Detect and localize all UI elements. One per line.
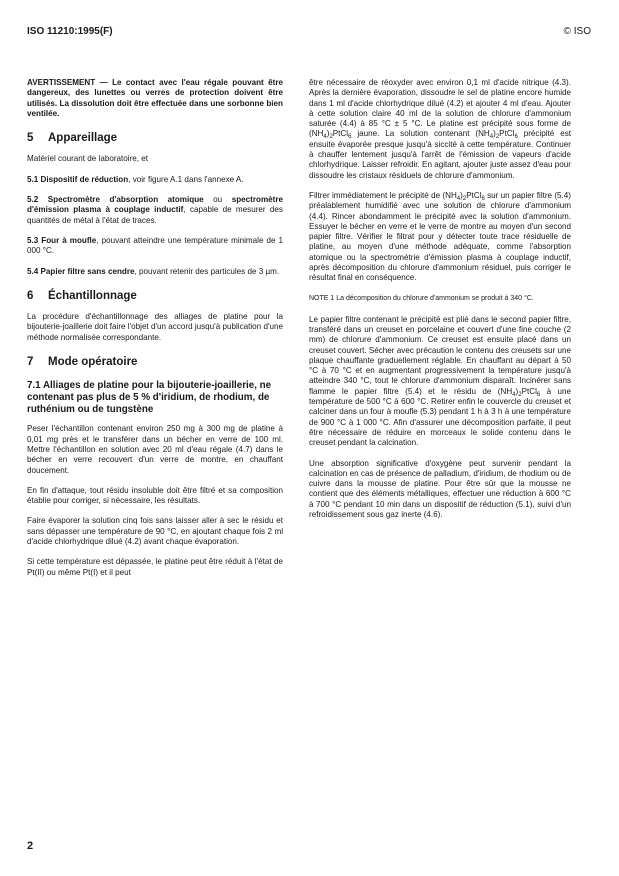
- section-5-number: 5: [27, 132, 34, 145]
- p7-text-a: Le papier filtre contenant le précipité est plié dans le second papier filtre, transféré dans un creuset en porcelaine et couvert d'une fine couche (2 mm) de chlorure d'ammonium. Ce creuset est ensuite placé dans un creuset couvert. Sécher avec précaution le contenu des creusets sur une plaque chauffante graduellement réglable. En chauffant au départ à 50 °C à 70 °C et en augmentant progressivement la température jusqu'à atteindre 340 °C, tout le chlorure d'ammonium disparaît. Incinérer sans flamme le papier filtre (5.4) et le résidu de (NH: [309, 314, 571, 396]
- page-number: 2: [27, 840, 34, 852]
- procedure-paragraph-2: En fin d'attaque, tout résidu insoluble doit être filtré et sa composition établie pour corriger, si nécessaire, les résultats.: [27, 485, 283, 506]
- clause-5-4: [27, 267, 283, 277]
- sub-6: 6: [536, 391, 541, 398]
- section-6-number: 6: [27, 289, 34, 302]
- sub-4: 4: [489, 134, 494, 141]
- sub-4: 4: [512, 391, 516, 398]
- clause-5-2-term-2: spectromètre d'émission plasma à couplage inductif: [27, 195, 283, 215]
- sub-2: 2: [462, 195, 467, 202]
- p6-text-a: Filtrer immédiatement le précipité de (NH: [309, 190, 457, 200]
- section-7-heading: [27, 357, 283, 367]
- section-5-title: Appareillage: [48, 132, 118, 145]
- clause-5-4-text: , pouvant retenir des particules de 3 µm.: [134, 266, 280, 276]
- section-5-intro: Matériel courant de laboratoire, et: [27, 154, 149, 164]
- procedure-paragraph-3: Faire évaporer la solution cinq fois sans laisser aller à sec le résidu et sans dépasser une température de 90 °C, en ajoutant chaque fois 2 ml d'acide chlorhydrique dilué (4.2) avant chaque évaporation.: [27, 516, 283, 547]
- procedure-paragraph-4: Si cette température est dépassée, le platine peut être réduit à l'état de Pt(II) ou même Pt(I) et il peut: [27, 557, 283, 577]
- clause-5-4-term: 5.4 Papier filtre sans cendre: [27, 266, 135, 276]
- p6-text-c: PtCl: [466, 190, 482, 200]
- sub-2: 2: [495, 134, 500, 141]
- left-column: [27, 78, 283, 588]
- procedure-paragraph-5: [309, 78, 571, 181]
- section-6-title: Échantillonnage: [48, 289, 137, 302]
- p7-text-d: à une température de 500 °C à 600 °C. Retirer enfin le couvercle du creuset et calciner dans un four à moufle (5.3) pendant 1 h à 3 h à une température de 900 °C à 1 000 °C. Afin d'assurer une décomposition parfaite, il peut être nécessaire de réduire en morceaux le solide contenu dans le creuset pendant la calcination.: [309, 386, 571, 448]
- p5-text-f: PtCl: [499, 129, 515, 139]
- note-1: NOTE 1 La décomposition du chlorure d'ammonium se produit à 340 °C.: [309, 294, 534, 302]
- p7-text-b: ): [515, 386, 519, 396]
- p5-text-e: ): [493, 129, 496, 139]
- p5-text-c: PtCl: [332, 129, 349, 139]
- procedure-paragraph-6: [309, 191, 571, 284]
- p5-text-d: jaune. La solution contenant (NH: [351, 129, 490, 139]
- sub-2: 2: [329, 134, 333, 141]
- section-7-title: Mode opératoire: [48, 356, 138, 369]
- p6-text-d: sur un papier filtre (5.4) préalablement humidifié avec une solution de chlorure d'ammonium (4.4). Rincer abondamment le précipité avec la solution d'ammonium. Essuyer le bécher en verre et le verre de montre au moyen d'un second papier filtre. Vérifier le filtrat pour y détecter toute trace résiduelle de platine, au moyen d'une méthode adéquate, comme l'absorption atomique ou la spectrométrie d'émission plasma à couplage inductif, après décomposition du chlorure d'ammonium résiduel, puis corriger le résultat final en conséquence.: [309, 190, 571, 283]
- clause-5-2-connector: ou: [203, 195, 232, 205]
- warning-paragraph: AVERTISSEMENT — Le contact avec l'eau régale pouvant être dangereux, des lunettes ou verres de protection doivent être utilisés. La dissolution doit être effectuée dans une sorbonne bien ventilée.: [27, 78, 283, 118]
- clause-5-2-text: , capable de mesurer des quantités de métal à l'état de traces.: [27, 205, 283, 225]
- standard-reference: ISO 11210:1995(F): [27, 26, 113, 37]
- section-5-heading: [27, 133, 283, 143]
- procedure-paragraph-7: [309, 315, 571, 449]
- clause-5-3: [27, 236, 283, 257]
- sub-6: 6: [514, 134, 518, 141]
- section-6-text: La procédure d'échantillonnage des alliages de platine pour la bijouterie-joaillerie doit faire l'objet d'un accord jusqu'à publication d'une méthode normalisée correspondante.: [27, 312, 283, 342]
- p6-text-b: ): [460, 190, 463, 200]
- copyright-mark: © ISO: [563, 26, 591, 37]
- procedure-paragraph-1: Peser l'échantillon contenant environ 250 mg à 300 mg de platine à 0,01 mg près et le transférer dans un bécher en verre de 100 ml. Mettre l'échantillon en solution avec 20 ml d'eau régale (4.7) dans le bécher en verre recouvert d'un verre de montre, en chauffant doucement.: [27, 424, 283, 475]
- clause-5-1-term: 5.1 Dispositif de réduction: [27, 174, 129, 184]
- p5-text-a: être nécessaire de réoxyder avec environ 0,1 ml d'acide nitrique (4.3). Après la dernière évaporation, dissoudre le sel de platine encore humide dans 1 ml d'acide chlorhydrique dilué (4.2) et ajouter 4 ml d'eau. Ajouter à cette solution claire 40 ml de la solution de chlorure d'ammonium saturée (4.4) à 85 °C ± 5 °C. Le platine est précipité sous forme de (NH: [309, 78, 571, 139]
- sub-2: 2: [518, 391, 522, 398]
- p5-text-g: précipité est ensuite évaporée presque jusqu'à siccité à cette température. Continuer à chauffer lentement jusqu'à l'arrêt de l'émission de vapeurs d'acide chlorhydrique. Laisser refroidir. En agitant, ajouter juste assez d'eau pour dissoudre les cristaux résiduels de chlorure d'ammonium.: [309, 129, 571, 180]
- clause-5-2-term: 5.2 Spectromètre d'absorption atomique: [27, 195, 204, 205]
- section-7-number: 7: [27, 356, 34, 369]
- procedure-paragraph-8: Une absorption significative d'oxygène peut survenir pendant la calcination en cas de présence de palladium, d'iridium, de rhodium ou de cuivre dans la mousse de platine. Pour être sûr que la mousse ne contient que des éléments métalliques, effectuer une réduction à 600 °C à 700 °C pendant 10 min dans un dispositif de réduction (5.1), suivi d'un refroidissement sous gaz inerte (4.6).: [309, 458, 571, 519]
- clause-5-3-term: 5.3 Four à moufle: [27, 235, 97, 245]
- sub-6: 6: [481, 195, 485, 202]
- clause-5-1: [27, 175, 283, 185]
- clause-5-3-text: , pouvant atteindre une température minimale de 1 000 °C.: [27, 235, 283, 256]
- p7-text-c: PtCl: [521, 386, 537, 396]
- clause-5-2: [27, 195, 283, 226]
- sub-6: 6: [348, 134, 352, 141]
- p5-text-b: ): [326, 129, 330, 139]
- clause-5-1-text: , voir figure A.1 dans l'annexe A.: [128, 174, 244, 184]
- right-column: [309, 78, 571, 530]
- sub-4: 4: [456, 195, 461, 202]
- sub-4: 4: [323, 134, 327, 141]
- clause-7-1-heading: 7.1 Alliages de platine pour la bijouterie-joaillerie, ne contenant pas plus de 5 % d'iridium, de rhodium, de ruthénium ou de tungstène: [27, 380, 272, 416]
- section-6-heading: [27, 291, 283, 301]
